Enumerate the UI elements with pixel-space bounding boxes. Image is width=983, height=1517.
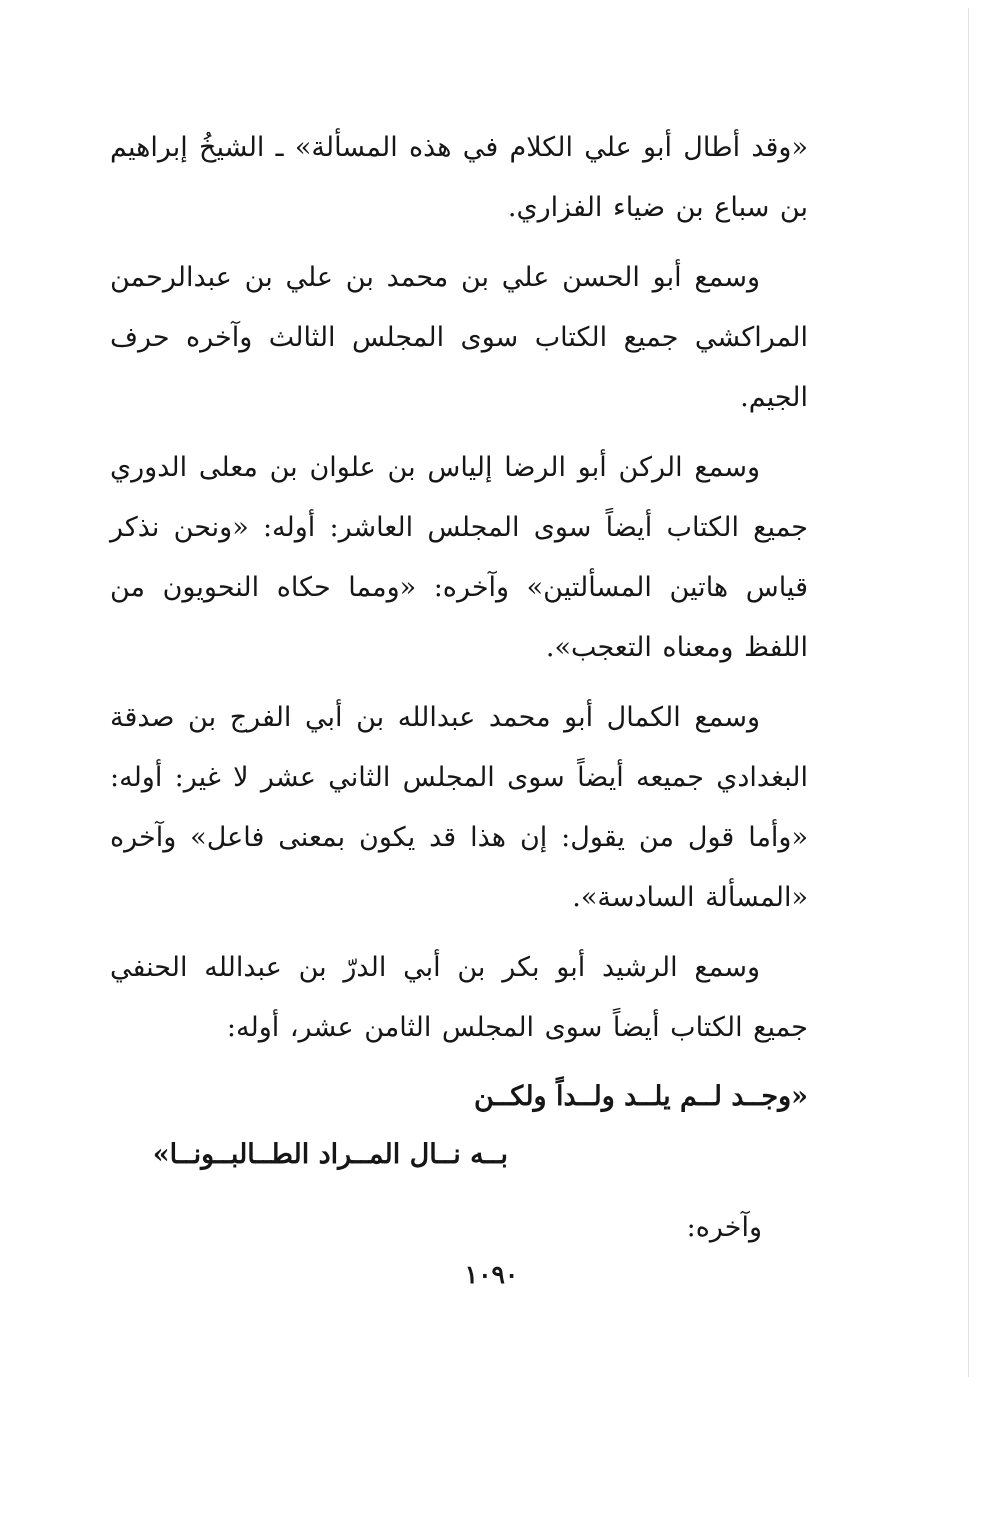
closing-label: وآخره: <box>686 1212 762 1243</box>
paragraph-1: «وقد أطال أبو علي الكلام في هذه المسألة» ـ الشيخُ إبراهيم بن سباع بن ضياء الفزاري. <box>110 132 808 223</box>
verse-line-1: «وجــد لــم يلــد ولــداً ولكــن <box>474 1081 808 1112</box>
paragraph-2: وسمع أبو الحسن علي بن محمد بن علي بن عبدالرحمن المراكشي جميع الكتاب سوى المجلس الثالث وآخره حرف الجيم. <box>110 262 808 413</box>
paragraph-5: وسمع الرشيد أبو بكر بن أبي الدرّ بن عبدالله الحنفي جميع الكتاب أيضاً سوى المجلس الثامن عشر، أوله: <box>110 952 808 1043</box>
paragraph-4: وسمع الكمال أبو محمد عبدالله بن أبي الفرج بن صدقة البغدادي جميعه أيضاً سوى المجلس الثاني عشر لا غير: أوله: «وأما قول من يقول: إن هذا قد يكون بمعنى فاعل» وآخره «المسألة السادسة». <box>110 702 808 913</box>
paragraph-3: وسمع الركن أبو الرضا إلياس بن علوان بن معلى الدوري جميع الكتاب أيضاً سوى المجلس العاشر: أوله: «ونحن نذكر قياس هاتين المسألتين» وآخره: «ومما حكاه النحويون من اللفظ ومعناه التعجب». <box>110 452 808 663</box>
verse-line-2: بــه نــال المــراد الطــالبــونــا» <box>152 1139 508 1170</box>
page-edge-line <box>968 8 969 1377</box>
page-number: ١٠٩٠ <box>464 1260 519 1289</box>
page-body <box>110 118 808 1258</box>
